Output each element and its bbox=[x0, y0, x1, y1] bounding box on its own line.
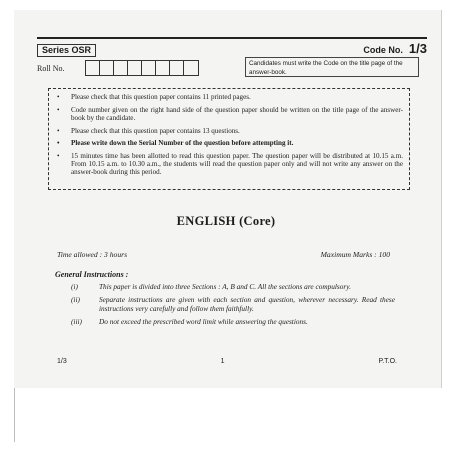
instruction-text: Do not exceed the prescribed word limit while answering the questions. bbox=[99, 317, 308, 327]
page-footer bbox=[57, 358, 397, 365]
roll-cell[interactable] bbox=[184, 61, 198, 75]
checklist-item bbox=[55, 106, 403, 122]
checklist-text: Code number given on the right hand side of the question paper should be written on the title page of the answer-book by the candidate. bbox=[71, 105, 403, 122]
footer-code: 1/3 bbox=[57, 358, 67, 365]
code-number bbox=[363, 41, 427, 56]
instruction-item bbox=[55, 318, 395, 326]
scan-edge-line bbox=[14, 388, 15, 442]
instruction-text: Separate instructions are given with each section and question, wherever necessary. Read these instructions very carefully and follow them faithfully. bbox=[99, 295, 395, 313]
bullet-icon: • bbox=[57, 139, 60, 148]
instruction-item bbox=[55, 283, 395, 291]
instruction-number: (ii) bbox=[71, 295, 80, 305]
checklist-item bbox=[55, 139, 403, 147]
roll-label: Roll No. bbox=[37, 63, 65, 73]
time-allowed: Time allowed : 3 hours bbox=[57, 250, 128, 259]
instruction-number: (iii) bbox=[71, 317, 82, 327]
instruction-item bbox=[55, 296, 395, 313]
candidate-note: Candidates must write the Code on the title page of the answer-book. bbox=[245, 57, 419, 77]
bullet-icon: • bbox=[57, 93, 60, 101]
checklist-item bbox=[55, 127, 403, 135]
series-header bbox=[37, 37, 427, 57]
checklist-item bbox=[55, 152, 403, 177]
bullet-icon: • bbox=[57, 105, 60, 114]
bullet-icon: • bbox=[57, 126, 60, 135]
instruction-number: (i) bbox=[71, 282, 78, 291]
checklist-box bbox=[48, 88, 410, 190]
series-label: Series OSR bbox=[37, 44, 96, 57]
code-value: 1/3 bbox=[408, 41, 427, 56]
roll-cell[interactable] bbox=[100, 61, 114, 75]
pto-label: P.T.O. bbox=[378, 358, 397, 365]
checklist bbox=[55, 93, 403, 177]
roll-cell[interactable] bbox=[156, 61, 170, 75]
instruction-text: This paper is divided into three Sections : A, B and C. All the sections are compulsory. bbox=[99, 282, 351, 291]
general-instructions-heading: General Instructions : bbox=[55, 270, 129, 279]
exam-title: ENGLISH (Core) bbox=[176, 214, 276, 228]
general-instructions-list bbox=[55, 283, 395, 332]
roll-cell[interactable] bbox=[114, 61, 128, 75]
exam-meta bbox=[57, 250, 390, 259]
page-number: 1 bbox=[220, 358, 225, 365]
checklist-text: Please check that this question paper contains 13 questions. bbox=[71, 126, 240, 135]
bullet-icon: • bbox=[57, 152, 60, 161]
roll-number-boxes[interactable] bbox=[85, 60, 199, 76]
code-label: Code No. bbox=[363, 45, 403, 55]
max-marks: Maximum Marks : 100 bbox=[320, 250, 390, 259]
checklist-text: Please check that this question paper contains 11 printed pages. bbox=[71, 93, 251, 101]
checklist-text: Please write down the Serial Number of the question before attempting it. bbox=[71, 139, 294, 148]
roll-cell[interactable] bbox=[142, 61, 156, 75]
roll-cell[interactable] bbox=[86, 61, 100, 75]
roll-cell[interactable] bbox=[128, 61, 142, 75]
roll-cell[interactable] bbox=[170, 61, 184, 75]
checklist-item bbox=[55, 93, 403, 101]
checklist-text: 15 minutes time has been allotted to read this question paper. The question paper will be distributed at 10.15 a.m. From 10.15 a.m. to 10.30 a.m., the students will read the question paper only and will not write any answer on the answer-book during this period. bbox=[71, 152, 403, 177]
